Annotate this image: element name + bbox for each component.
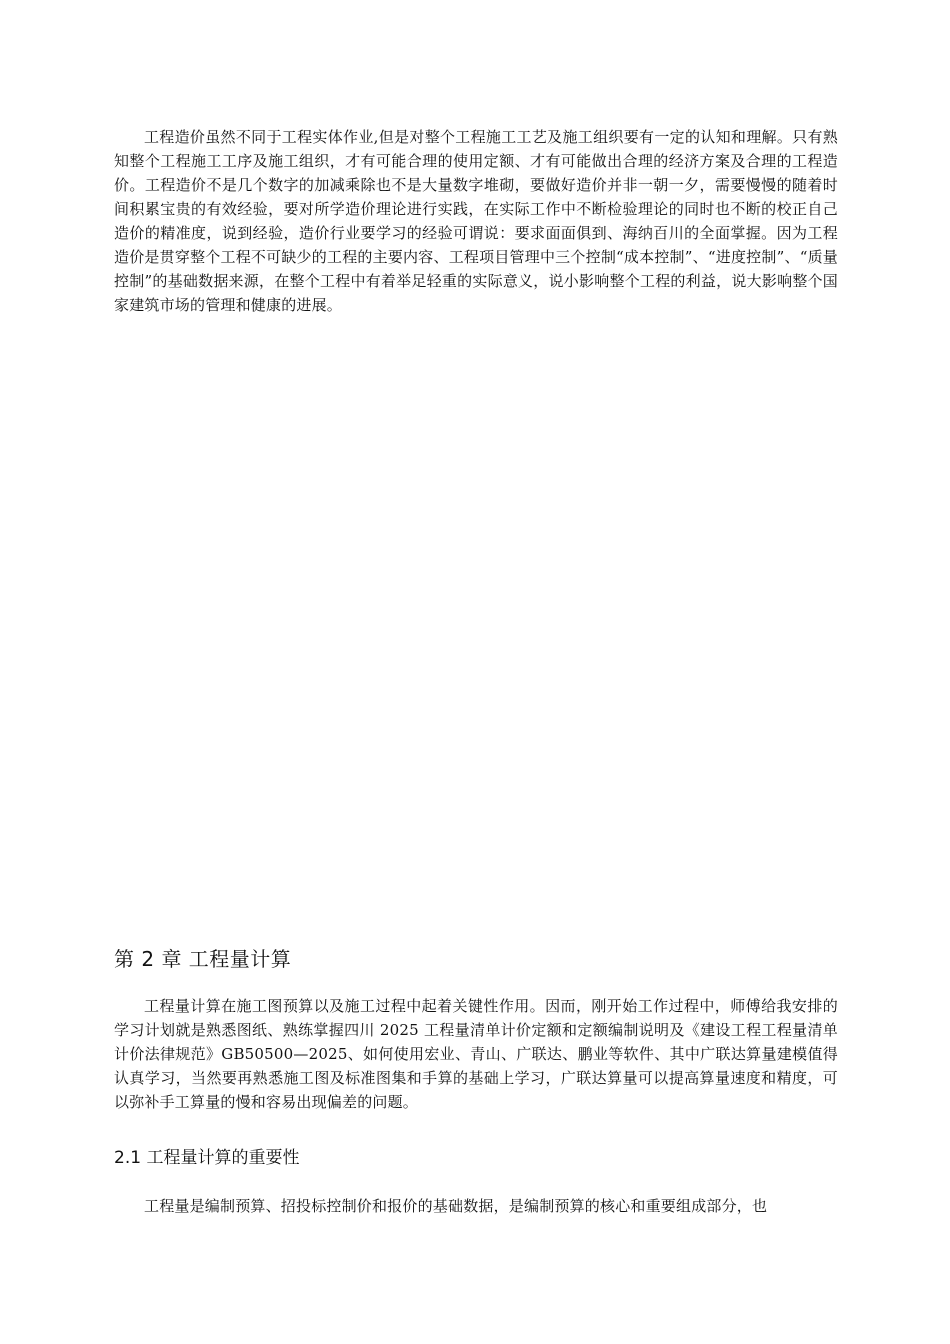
section-paragraph: 工程量是编制预算、招投标控制价和报价的基础数据，是编制预算的核心和重要组成部分，也 xyxy=(144,1197,768,1215)
intro-paragraph: 工程造价虽然不同于工程实体作业,但是对整个工程施工工艺及施工组织要有一定的认知和理解。只有熟知整个工程施工工序及施工组织，才有可能合理的使用定额、才有可能做出合理的经济方案及合理的工程造价。工程造价不是几个数字的加减乘除也不是大量数字堆砌，要做好造价并非一朝一夕，需要慢慢的随着时间积累宝贵的有效经验，要对所学造价理论进行实践，在实际工作中不断检验理论的同时也不断的校正自己造价的精准度，说到经验，造价行业要学习的经验可谓说：要求面面俱到、海纳百川的全面掌握。因为工程造价是贯穿整个工程不可缺少的工程的主要内容、工程项目管理中三个控制“成本控制”、“进度控制”、“质量控制”的基础数据来源，在整个工程中有着举足轻重的实际意义，说小影响整个工程的利益，说大影响整个国家建筑市场的管理和健康的进展。 xyxy=(114,128,838,314)
chapter-paragraph: 工程量计算在施工图预算以及施工过程中起着关键性作用。因而，刚开始工作过程中，师傅给我安排的学习计划就是熟悉图纸、熟练掌握四川 2025 工程量清单计价定额和定额编制说明及《建设工程工程量清单计价法律规范》GB50500—2025、如何使用宏业、青山、广联达、鹏业等软件、其中广联达算量建模值得认真学习，当然要再熟悉施工图及标准图集和手算的基础上学习，广联达算量可以提高算量速度和精度，可以弥补手工算量的慢和容易出现偏差的问题。 xyxy=(114,997,838,1111)
section-heading: 2.1 工程量计算的重要性 xyxy=(114,1148,300,1168)
chapter-heading: 第 2 章 工程量计算 xyxy=(114,947,292,971)
